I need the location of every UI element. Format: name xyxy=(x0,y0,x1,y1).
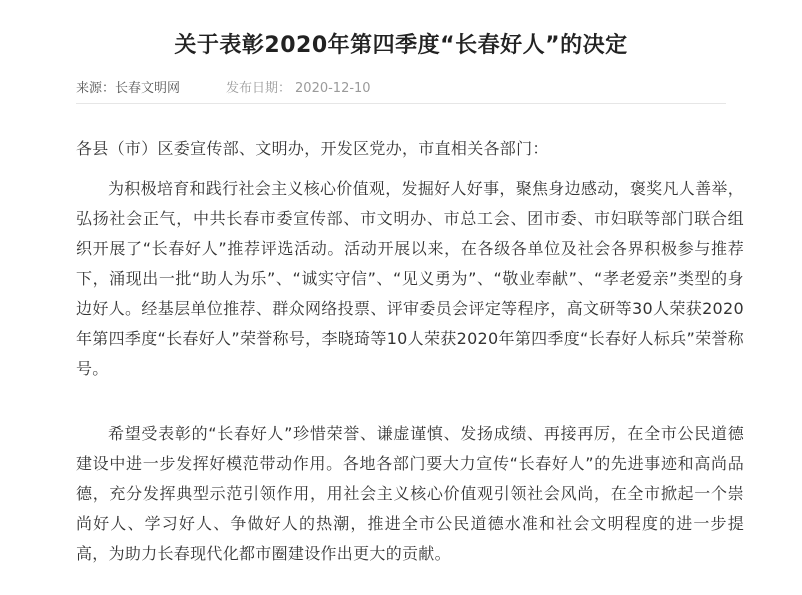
salutation: 各县（市）区委宣传部、文明办，开发区党办，市直相关各部门： xyxy=(76,139,549,158)
publish-date-label: 发布日期： xyxy=(226,81,292,96)
meta-divider xyxy=(76,103,726,104)
article-meta xyxy=(76,77,371,96)
publish-date: 2020-12-10 xyxy=(295,81,371,96)
body-paragraph-1: 为积极培育和践行社会主义核心价值观，发掘好人好事，聚焦身边感动，褒奖凡人善举，弘扬社会正气，中共长春市委宣传部、市文明办、市总工会、团市委、市妇联等部门联合组织开展了“长春好人”推荐评选活动。活动开展以来，在各级各单位及社会各界积极参与推荐下，涌现出一批“助人为乐”、“诚实守信”、“见义勇为”、“敬业奉献”、“孝老爱亲”类型的身边好人。经基层单位推荐、群众网络投票、评审委员会评定等程序，高文研等30人荣获2020年第四季度“长春好人”荣誉称号，李晓琦等10人荣获2020年第四季度“长春好人标兵”荣誉称号。 xyxy=(76,179,744,378)
article-title: 关于表彰2020年第四季度“长春好人”的决定 xyxy=(174,33,628,58)
body-paragraph-2: 希望受表彰的“长春好人”珍惜荣誉、谦虚谨慎、发扬成绩、再接再厉，在全市公民道德建设中进一步发挥好模范带动作用。各地各部门要大力宣传“长春好人”的先进事迹和高尚品德，充分发挥典型示范引领作用，用社会主义核心价值观引领社会风尚，在全市掀起一个崇尚好人、学习好人、争做好人的热潮，推进全市公民道德水准和社会文明程度的进一步提高，为助力长春现代化都市圈建设作出更大的贡献。 xyxy=(76,424,744,563)
article-source: 来源：长春文明网 xyxy=(76,81,181,96)
